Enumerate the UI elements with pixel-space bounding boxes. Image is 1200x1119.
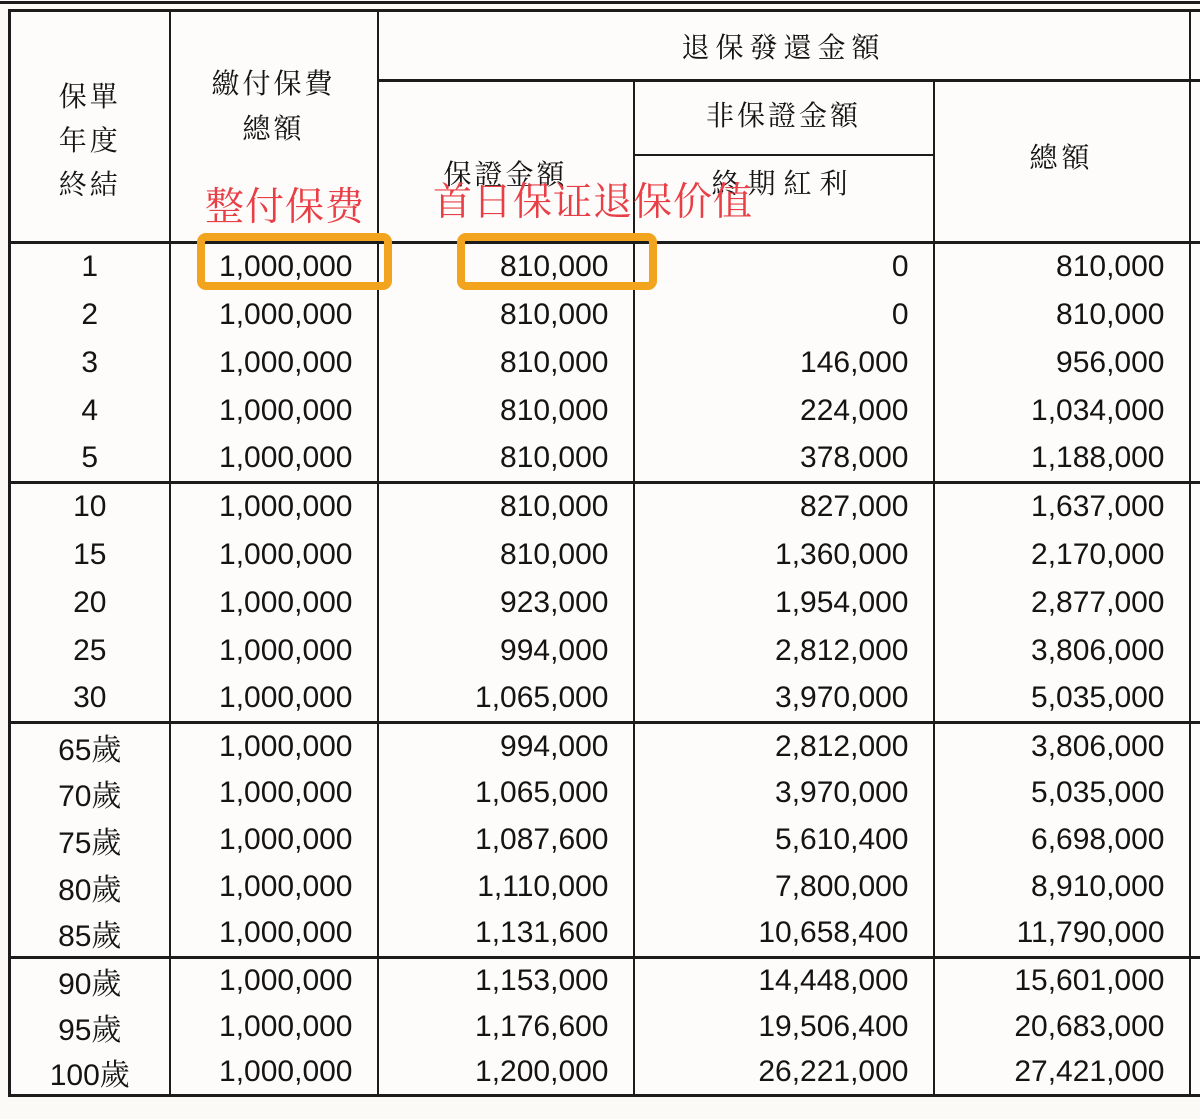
table-row xyxy=(10,579,1200,627)
cell-terminal-dividend: 2,812,000 xyxy=(634,627,934,675)
column-header-nonguaranteed: 非保證金額 xyxy=(634,81,934,155)
premium-head-line1: 繳付保費 xyxy=(211,67,336,99)
cell-total-amount: 11,790,000 xyxy=(934,911,1190,958)
cell-total-premium: 1,000,000 xyxy=(170,243,378,291)
cell-terminal-dividend: 2,812,000 xyxy=(634,723,934,770)
cutoff-column-cell xyxy=(1190,243,1200,291)
cell-terminal-dividend: 1,954,000 xyxy=(634,579,934,627)
cell-policy-year: 70歲 xyxy=(10,770,170,817)
year-head-line1: 保單 xyxy=(58,80,121,112)
cell-guaranteed-amount: 810,000 xyxy=(378,435,634,483)
cell-policy-year: 75歲 xyxy=(10,817,170,864)
cell-policy-year: 15 xyxy=(10,531,170,579)
cell-guaranteed-amount: 1,087,600 xyxy=(378,817,634,864)
highlight-box-premium xyxy=(197,233,392,290)
cell-total-premium: 1,000,000 xyxy=(170,579,378,627)
cutoff-column-cell xyxy=(1190,675,1200,723)
policy-illustration-table xyxy=(8,9,1200,1097)
cell-total-amount: 1,034,000 xyxy=(934,387,1190,435)
cell-terminal-dividend: 19,506,400 xyxy=(634,1004,934,1050)
cell-total-premium: 1,000,000 xyxy=(170,911,378,958)
cutoff-column-cell xyxy=(1190,817,1200,864)
table-row xyxy=(10,864,1200,911)
cell-total-amount: 15,601,000 xyxy=(934,958,1190,1004)
cell-guaranteed-amount: 994,000 xyxy=(378,627,634,675)
cell-total-premium: 1,000,000 xyxy=(170,531,378,579)
cell-policy-year: 30 xyxy=(10,675,170,723)
table-row xyxy=(10,483,1200,531)
cell-policy-year: 1 xyxy=(10,243,170,291)
cutoff-column-cell xyxy=(1190,81,1200,243)
cell-policy-year: 80歲 xyxy=(10,864,170,911)
cell-terminal-dividend: 1,360,000 xyxy=(634,531,934,579)
cell-total-amount: 3,806,000 xyxy=(934,627,1190,675)
cell-terminal-dividend: 224,000 xyxy=(634,387,934,435)
cell-total-amount: 8,910,000 xyxy=(934,864,1190,911)
cutoff-column-cell xyxy=(1190,958,1200,1004)
cell-total-amount: 810,000 xyxy=(934,243,1190,291)
top-edge-rule xyxy=(0,1,1200,4)
cell-guaranteed-amount: 1,200,000 xyxy=(378,1050,634,1096)
cell-total-premium: 1,000,000 xyxy=(170,864,378,911)
cutoff-column-cell xyxy=(1190,911,1200,958)
row-group-age-90-100 xyxy=(10,958,1200,1096)
cutoff-column-cell xyxy=(1190,864,1200,911)
surrender-value-table xyxy=(8,9,1200,1097)
cell-policy-year: 10 xyxy=(10,483,170,531)
cell-guaranteed-amount: 923,000 xyxy=(378,579,634,627)
cell-guaranteed-amount: 1,153,000 xyxy=(378,958,634,1004)
table-row xyxy=(10,1004,1200,1050)
cell-terminal-dividend: 5,610,400 xyxy=(634,817,934,864)
cell-guaranteed-amount: 1,176,600 xyxy=(378,1004,634,1050)
cell-total-amount: 810,000 xyxy=(934,291,1190,339)
cell-guaranteed-amount: 994,000 xyxy=(378,723,634,770)
table-row xyxy=(10,675,1200,723)
cell-total-premium: 1,000,000 xyxy=(170,817,378,864)
cell-total-amount: 20,683,000 xyxy=(934,1004,1190,1050)
cutoff-column-cell xyxy=(1190,387,1200,435)
cell-terminal-dividend: 378,000 xyxy=(634,435,934,483)
cell-guaranteed-amount: 810,000 xyxy=(378,387,634,435)
column-header-policy-year xyxy=(10,11,170,243)
cutoff-column-cell xyxy=(1190,1050,1200,1096)
cell-guaranteed-amount: 810,000 xyxy=(378,339,634,387)
cell-total-premium: 1,000,000 xyxy=(170,770,378,817)
cell-policy-year: 3 xyxy=(10,339,170,387)
table-row xyxy=(10,339,1200,387)
cell-guaranteed-amount: 1,065,000 xyxy=(378,675,634,723)
cell-total-amount: 3,806,000 xyxy=(934,723,1190,770)
cell-terminal-dividend: 827,000 xyxy=(634,483,934,531)
cutoff-column-cell xyxy=(1190,770,1200,817)
cell-policy-year: 100歲 xyxy=(10,1050,170,1096)
cell-policy-year: 85歲 xyxy=(10,911,170,958)
cell-guaranteed-amount: 1,110,000 xyxy=(378,864,634,911)
cell-total-premium: 1,000,000 xyxy=(170,291,378,339)
table-row xyxy=(10,387,1200,435)
cell-total-premium: 1,000,000 xyxy=(170,1050,378,1096)
cell-terminal-dividend: 3,970,000 xyxy=(634,675,934,723)
cell-total-premium: 1,000,000 xyxy=(170,483,378,531)
table-row xyxy=(10,291,1200,339)
cutoff-column-cell xyxy=(1190,1004,1200,1050)
cell-terminal-dividend: 10,658,400 xyxy=(634,911,934,958)
cell-total-amount: 27,421,000 xyxy=(934,1050,1190,1096)
cell-total-premium: 1,000,000 xyxy=(170,958,378,1004)
cell-terminal-dividend: 14,448,000 xyxy=(634,958,934,1004)
row-group-years-10-30 xyxy=(10,483,1200,723)
table-row xyxy=(10,1050,1200,1096)
cutoff-column-cell xyxy=(1190,579,1200,627)
cutoff-column-cell xyxy=(1190,531,1200,579)
premium-head-line2: 總額 xyxy=(242,112,305,144)
cell-total-amount: 1,637,000 xyxy=(934,483,1190,531)
cell-total-amount: 2,170,000 xyxy=(934,531,1190,579)
cell-total-premium: 1,000,000 xyxy=(170,435,378,483)
cutoff-column-cell xyxy=(1190,291,1200,339)
cell-total-amount: 1,188,000 xyxy=(934,435,1190,483)
cell-total-premium: 1,000,000 xyxy=(170,339,378,387)
cell-total-premium: 1,000,000 xyxy=(170,627,378,675)
cutoff-column-cell xyxy=(1190,435,1200,483)
cell-terminal-dividend: 26,221,000 xyxy=(634,1050,934,1096)
cell-guaranteed-amount: 1,065,000 xyxy=(378,770,634,817)
table-row xyxy=(10,770,1200,817)
cell-terminal-dividend: 146,000 xyxy=(634,339,934,387)
cell-terminal-dividend: 0 xyxy=(634,291,934,339)
annotation-day1-guaranteed-surrender-value: 首日保证退保价值 xyxy=(433,181,754,224)
cell-policy-year: 20 xyxy=(10,579,170,627)
table-row xyxy=(10,911,1200,958)
column-header-total: 總額 xyxy=(934,81,1190,243)
cell-policy-year: 95歲 xyxy=(10,1004,170,1050)
cell-guaranteed-amount: 810,000 xyxy=(378,483,634,531)
cell-total-amount: 5,035,000 xyxy=(934,675,1190,723)
cell-policy-year: 2 xyxy=(10,291,170,339)
cell-total-premium: 1,000,000 xyxy=(170,675,378,723)
table-row xyxy=(10,531,1200,579)
table-row xyxy=(10,435,1200,483)
cell-total-premium: 1,000,000 xyxy=(170,1004,378,1050)
year-head-line2: 年度 xyxy=(58,124,121,156)
table-row xyxy=(10,627,1200,675)
cell-policy-year: 4 xyxy=(10,387,170,435)
cutoff-column-cell xyxy=(1190,483,1200,531)
cell-guaranteed-amount: 810,000 xyxy=(378,243,634,291)
cell-terminal-dividend: 7,800,000 xyxy=(634,864,934,911)
cell-guaranteed-amount: 1,131,600 xyxy=(378,911,634,958)
cutoff-column-header xyxy=(1190,11,1200,81)
cell-total-amount: 5,035,000 xyxy=(934,770,1190,817)
cell-policy-year: 5 xyxy=(10,435,170,483)
column-header-guaranteed: 保證金額 xyxy=(378,81,634,243)
highlight-box-guaranteed-value xyxy=(457,233,657,290)
cell-guaranteed-amount: 810,000 xyxy=(378,291,634,339)
table-row xyxy=(10,817,1200,864)
cell-terminal-dividend: 3,970,000 xyxy=(634,770,934,817)
annotation-single-pay-premium: 整付保费 xyxy=(205,186,366,229)
cell-policy-year: 90歲 xyxy=(10,958,170,1004)
column-group-header-surrender-amount: 退保發還金額 xyxy=(378,11,1190,81)
cell-total-premium: 1,000,000 xyxy=(170,723,378,770)
table-row xyxy=(10,723,1200,770)
year-head-line3: 終結 xyxy=(58,168,121,200)
cell-guaranteed-amount: 810,000 xyxy=(378,531,634,579)
column-header-terminal-dividend: 終期紅利 xyxy=(634,155,934,243)
cutoff-column-cell xyxy=(1190,627,1200,675)
table-row xyxy=(10,958,1200,1004)
cell-policy-year: 25 xyxy=(10,627,170,675)
cell-total-amount: 2,877,000 xyxy=(934,579,1190,627)
cell-total-amount: 956,000 xyxy=(934,339,1190,387)
cutoff-column-cell xyxy=(1190,723,1200,770)
cell-total-amount: 6,698,000 xyxy=(934,817,1190,864)
cutoff-column-cell xyxy=(1190,339,1200,387)
cell-total-premium: 1,000,000 xyxy=(170,387,378,435)
row-group-age-65-85 xyxy=(10,723,1200,958)
cell-policy-year: 65歲 xyxy=(10,723,170,770)
cell-terminal-dividend: 0 xyxy=(634,243,934,291)
